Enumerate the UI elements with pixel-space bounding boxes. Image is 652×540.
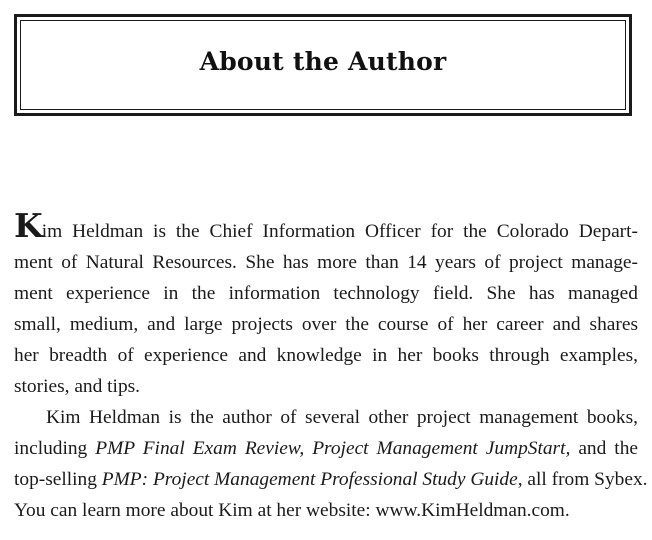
- bio-line-text: including: [14, 438, 96, 459]
- bio-line: [14, 464, 648, 495]
- page-title: About the Author: [199, 47, 447, 76]
- bio-paragraph-1: [14, 206, 638, 402]
- bio-line-text: and the: [570, 438, 638, 459]
- book-titles: PMP Final Exam Review, Project Management JumpStart,: [95, 438, 571, 459]
- bio-line-text: top-selling: [14, 469, 102, 490]
- bio-line: You can learn more about Kim at her website: www.KimHeldman.com.: [14, 500, 570, 521]
- author-bio: [14, 206, 648, 526]
- bio-line: ment experience in the information technology field. She has managed: [14, 283, 638, 304]
- bio-line: ment of Natural Resources. She has more than 14 years of project manage-: [14, 252, 638, 273]
- drop-cap: K: [14, 206, 42, 245]
- bio-line: [14, 206, 638, 247]
- bio-paragraph-2: [14, 402, 648, 526]
- bio-line: [14, 433, 638, 464]
- bio-line: Kim Heldman is the author of several other project management books,: [46, 407, 638, 428]
- bio-line-text: im Heldman is the Chief Information Officer for the Colorado Depart-: [41, 221, 638, 242]
- bio-line: her breadth of experience and knowledge in her books through examples,: [14, 345, 638, 366]
- title-box: [14, 14, 632, 116]
- bio-line-text: , all from Sybex.: [517, 469, 648, 490]
- bio-line: small, medium, and large projects over the course of her career and shares: [14, 314, 638, 335]
- book-title: PMP: Project Management Professional Study Guide: [101, 469, 518, 490]
- bio-line: stories, and tips.: [14, 376, 141, 397]
